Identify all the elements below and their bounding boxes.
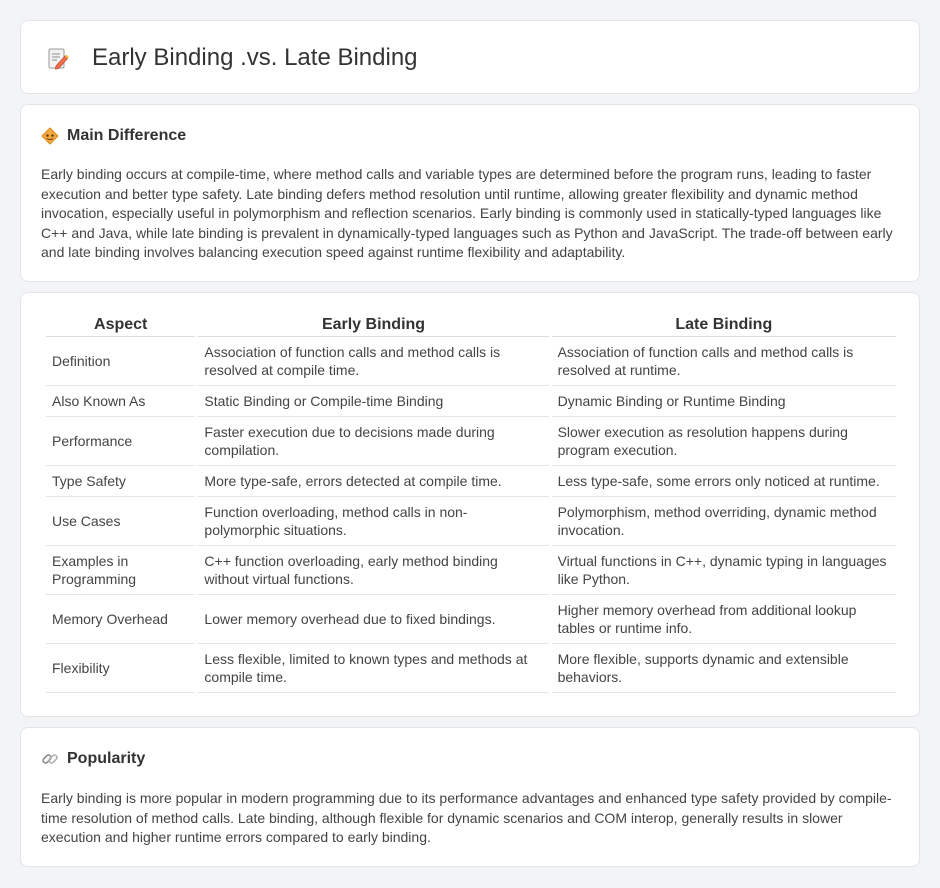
main-difference-card [20,104,920,282]
table-row [46,337,896,386]
popularity-text: Early binding is more popular in modern programming due to its performance advantages and enhanced type safety provided by compile-time resolution of method calls. Late binding, although flexible for dynamic scenarios and COM interop, generally results in slower execution and higher runtime errors compared to early binding. [41,790,892,846]
header-card [20,20,920,94]
table-header-row [46,313,896,337]
early-binding-cell: More type-safe, errors detected at compile time. [198,466,548,497]
early-binding-cell: Faster execution due to decisions made during compilation. [198,417,548,466]
main-difference-text: Early binding occurs at compile-time, where method calls and variable types are determined before the program runs, leading to faster execution and better type safety. Late binding defers method resolution until runtime, allowing greater flexibility and dynamic method invocation, especially useful in polymorphism and reflection scenarios. Early binding is commonly used in statically-typed languages like C++ and Java, while late binding is prevalent in dynamically-typed languages such as Python and JavaScript. The trade-off between early and late binding involves balancing execution speed against runtime flexibility and adaptability. [41,166,893,261]
diamond-warning-icon [41,127,59,145]
early-binding-cell: Association of function calls and method calls is resolved at compile time. [198,337,548,386]
late-binding-cell: Less type-safe, some errors only noticed at runtime. [552,466,896,497]
early-binding-cell: Lower memory overhead due to fixed bindings. [198,595,548,644]
aspect-cell: Also Known As [46,386,195,417]
document-edit-icon [47,47,69,71]
table-row [46,595,896,644]
popularity-heading-row [41,750,145,768]
aspect-cell: Examples in Programming [46,546,195,595]
table-row [46,644,896,693]
popularity-heading: Popularity [67,750,146,767]
late-binding-cell: Association of function calls and method calls is resolved at runtime. [552,337,896,386]
early-binding-cell: Function overloading, method calls in non-polymorphic situations. [198,497,548,546]
late-binding-cell: Higher memory overhead from additional lookup tables or runtime info. [552,595,896,644]
late-binding-cell: Virtual functions in C++, dynamic typing in languages like Python. [552,546,896,595]
aspect-cell: Performance [46,417,195,466]
comparison-table-card [20,292,920,717]
main-difference-heading-row [41,127,186,145]
page-title: Early Binding .vs. Late Binding [92,44,418,71]
comparison-table [43,313,899,693]
aspect-cell: Use Cases [46,497,195,546]
late-binding-cell: Polymorphism, method overriding, dynamic method invocation. [552,497,896,546]
table-row [46,417,896,466]
table-row [46,466,896,497]
late-binding-cell: Slower execution as resolution happens during program execution. [552,417,896,466]
table-row [46,386,896,417]
table-row [46,497,896,546]
late-binding-cell: More flexible, supports dynamic and extensible behaviors. [552,644,896,693]
table-row [46,546,896,595]
link-icon [41,750,59,768]
early-binding-cell: C++ function overloading, early method binding without virtual functions. [198,546,548,595]
main-difference-heading: Main Difference [67,127,187,144]
header-aspect: Aspect [46,313,195,337]
aspect-cell: Definition [46,337,195,386]
header-early-binding: Early Binding [198,313,548,337]
aspect-cell: Flexibility [46,644,195,693]
early-binding-cell: Less flexible, limited to known types and methods at compile time. [198,644,548,693]
late-binding-cell: Dynamic Binding or Runtime Binding [552,386,896,417]
aspect-cell: Type Safety [46,466,195,497]
aspect-cell: Memory Overhead [46,595,195,644]
popularity-card [20,727,920,867]
header-late-binding: Late Binding [552,313,896,337]
early-binding-cell: Static Binding or Compile-time Binding [198,386,548,417]
